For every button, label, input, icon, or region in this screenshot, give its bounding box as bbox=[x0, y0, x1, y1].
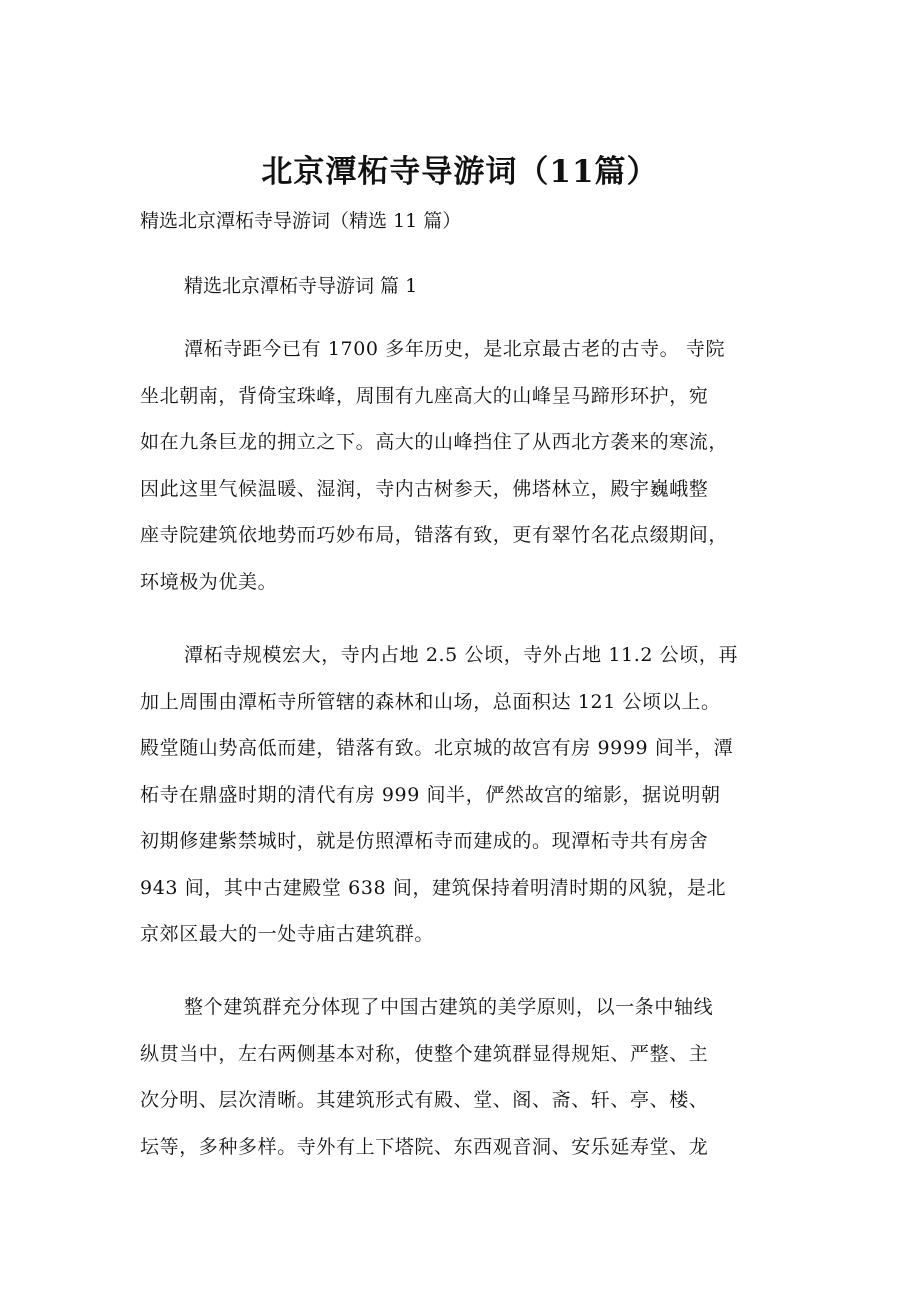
paragraph-line: 943 间，其中古建殿堂 638 间，建筑保持着明清时期的风貌，是北 bbox=[140, 876, 727, 899]
paragraph-line: 纵贯当中，左右两侧基本对称，使整个建筑群显得规矩、严整、主 bbox=[140, 1042, 709, 1065]
paragraph-1 bbox=[140, 326, 800, 605]
paragraph-line: 柘寺在鼎盛时期的清代有房 999 间半，俨然故宫的缩影，据说明朝 bbox=[140, 783, 721, 806]
paragraph-line: 加上周围由潭柘寺所管辖的森林和山场，总面积达 121 公顷以上。 bbox=[140, 690, 721, 713]
paragraph-3 bbox=[140, 984, 800, 1170]
paragraph-line: 潭柘寺距今已有 1700 多年历史，是北京最古老的古寺。 寺院 bbox=[184, 338, 726, 360]
paragraph-line: 因此这里气候温暖、湿润，寺内古树参天，佛塔林立，殿宇巍峨整 bbox=[140, 477, 709, 500]
paragraph-line: 坛等，多种多样。寺外有上下塔院、东西观音洞、安乐延寿堂、龙 bbox=[140, 1135, 709, 1158]
paragraph-line: 座寺院建筑依地势而巧妙布局，错落有致，更有翠竹名花点缀期间， bbox=[140, 524, 729, 546]
document-title: 北京潭柘寺导游词（11篇） bbox=[261, 154, 659, 190]
paragraph-2 bbox=[140, 632, 800, 958]
paragraph-line: 如在九条巨龙的拥立之下。高大的山峰挡住了从西北方袭来的寒流， bbox=[140, 431, 729, 453]
paragraph-line: 次分明、层次清晰。其建筑形式有殿、堂、阁、斋、轩、亭、楼、 bbox=[140, 1089, 709, 1111]
section-heading: 精选北京潭柘寺导游词 篇 1 bbox=[184, 275, 418, 297]
paragraph-line: 殿堂随山势高低而建，错落有致。北京城的故宫有房 9999 间半，潭 bbox=[140, 737, 734, 759]
paragraph-line: 坐北朝南，背倚宝珠峰，周围有九座高大的山峰呈马蹄形环护，宛 bbox=[140, 384, 709, 407]
paragraph-line: 环境极为优美。 bbox=[140, 570, 278, 593]
paragraph-line: 整个建筑群充分体现了中国古建筑的美学原则，以一条中轴线 bbox=[184, 996, 714, 1018]
paragraph-line: 京郊区最大的一处寺庙古建筑群。 bbox=[140, 923, 435, 945]
document-subtitle: 精选北京潭柘寺导游词（精选 11 篇） bbox=[140, 210, 462, 232]
paragraph-line: 潭柘寺规模宏大，寺内占地 2.5 公顷，寺外占地 11.2 公顷，再 bbox=[184, 644, 739, 666]
paragraph-line: 初期修建紫禁城时，就是仿照潭柘寺而建成的。现潭柘寺共有房舍 bbox=[140, 830, 709, 852]
